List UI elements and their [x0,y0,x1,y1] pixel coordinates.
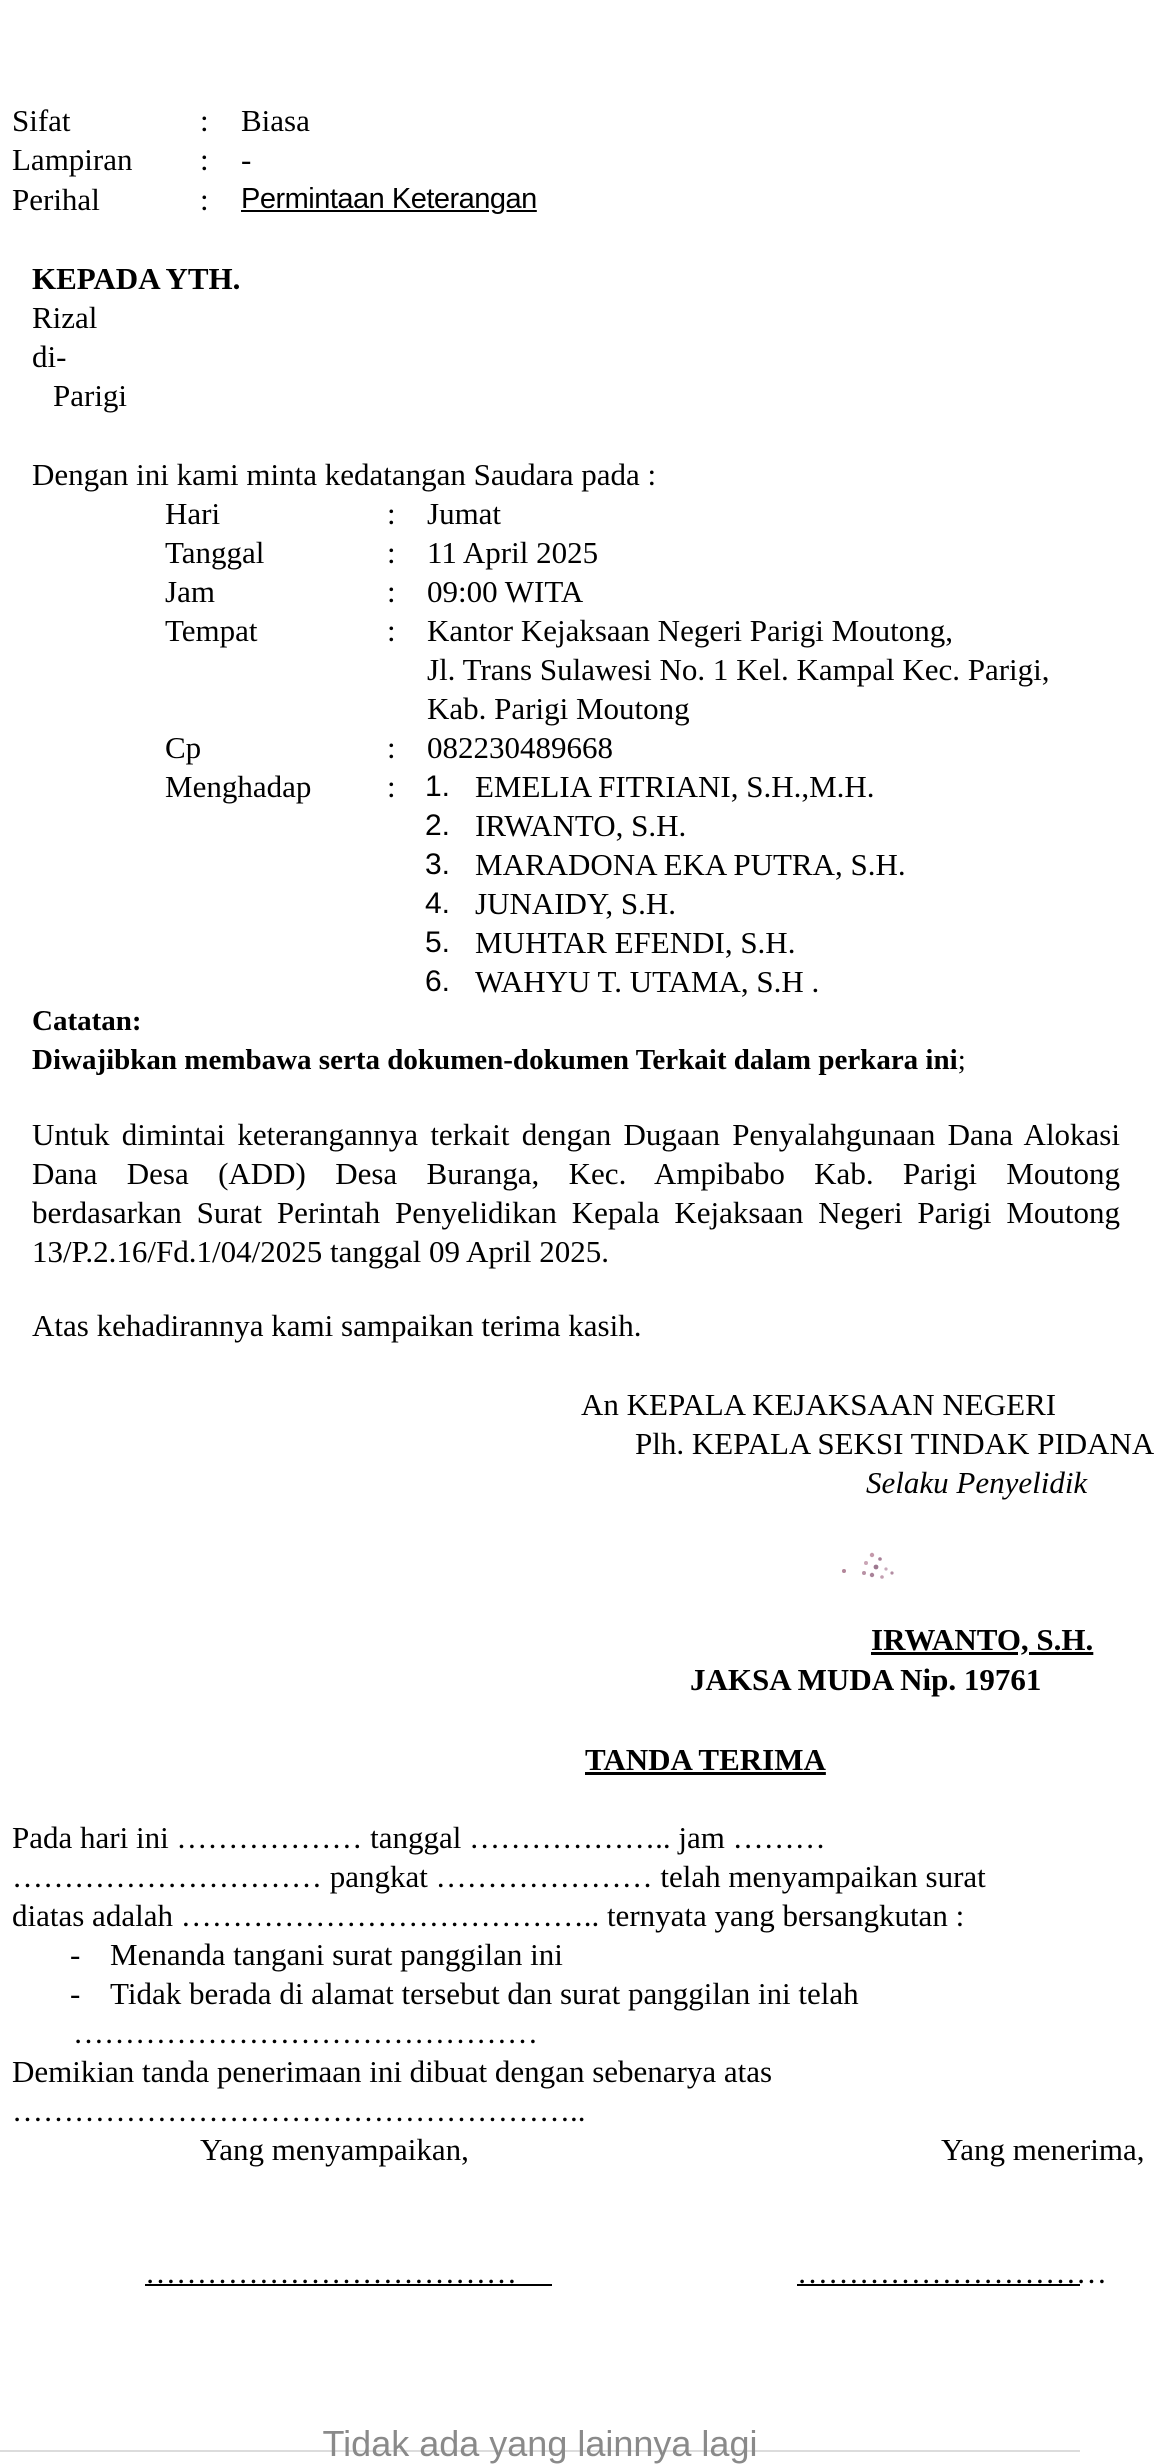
list-item-number: 1. [425,770,451,803]
tempat-line-3: Kab. Parigi Moutong [427,691,690,726]
sifat-value: Biasa [241,103,310,138]
stamp-mark-icon [836,1545,906,1585]
receipt-closing-cont: ……………………………………………….. [12,2093,586,2128]
receipt-line-3: diatas adalah ………………………………….. ternyata yang bersangkutan : [12,1898,965,1933]
recipient-di: di- [32,339,67,374]
recipient-title: KEPADA YTH. [32,261,241,296]
sifat-colon: : [200,103,209,138]
body-last-line: 13/P.2.16/Fd.1/04/2025 tanggal 09 April 2025. [32,1234,609,1269]
bullet-dash: - [70,1976,81,2011]
signatory-position: JAKSA MUDA Nip. 19761 [690,1662,1042,1697]
body-line-1: Untuk dimintai keterangannya terkait dengan Dugaan Penyalahgunaan Dana Alokasi [32,1117,1120,1152]
list-item-number: 6. [425,965,451,998]
bullet-dash: - [70,1937,81,1972]
menghadap-colon: : [387,769,396,804]
jam-label: Jam [165,574,215,609]
tempat-line-1: Kantor Kejaksaan Negeri Parigi Moutong, [427,613,954,648]
menghadap-label: Menghadap [165,769,312,804]
list-item: IRWANTO, S.H. [475,808,687,843]
jam-value: 09:00 WITA [427,574,584,609]
invitation-intro: Dengan ini kami minta kedatangan Saudara pada : [32,457,657,492]
receipt-bullet-2-cont: ……………………………………… [73,2015,538,2050]
tempat-line-2: Jl. Trans Sulawesi No. 1 Kel. Kampal Kec. Parigi, [427,652,1050,687]
note-text: Diwajibkan membawa serta dokumen-dokumen Terkait dalam perkara ini [32,1044,958,1076]
lampiran-colon: : [200,142,209,177]
signature-line-1: An KEPALA KEJAKSAAN NEGERI [581,1387,1057,1422]
list-item: EMELIA FITRIANI, S.H.,M.H. [475,769,875,804]
list-item: WAHYU T. UTAMA, S.H . [475,964,820,999]
perihal-colon: : [200,182,209,217]
list-item: MUHTAR EFENDI, S.H. [475,925,796,960]
right-signature-underline [797,2284,1080,2286]
note-end: ; [957,1044,966,1076]
recipient-place: Parigi [53,378,128,413]
perihal-label: Perihal [12,182,100,217]
list-item: MARADONA EKA PUTRA, S.H. [475,847,906,882]
hari-value: Jumat [427,496,502,531]
list-item-number: 4. [425,887,451,920]
list-item-number: 5. [425,926,451,959]
cp-label: Cp [165,730,202,765]
lampiran-value: - [241,142,252,177]
body-thanks: Atas kehadirannya kami sampaikan terima kasih. [32,1308,642,1343]
list-item-number: 3. [425,848,451,881]
note-title: Catatan: [32,1005,142,1037]
receipt-bullet-2: Tidak berada di alamat tersebut dan surat panggilan ini telah [110,1976,859,2011]
tempat-colon: : [387,613,396,648]
left-signature-underline [145,2284,552,2286]
receipt-closing: Demikian tanda penerimaan ini dibuat dengan sebenarya atas [12,2054,773,2089]
tanggal-value: 11 April 2025 [427,535,599,570]
cp-value: 082230489668 [427,730,613,765]
end-of-content-text: Tidak ada yang lainnya lagi [322,2423,758,2464]
receipt-bullet-1: Menanda tangani surat panggilan ini [110,1937,563,1972]
receipt-line-2: ………………………… pangkat ………………… telah menyampaikan surat [12,1859,986,1894]
receipt-title: TANDA TERIMA [585,1742,826,1777]
list-item-number: 2. [425,809,451,842]
sifat-label: Sifat [12,103,71,138]
tempat-label: Tempat [165,613,258,648]
lampiran-label: Lampiran [12,142,133,177]
receipt-left-label: Yang menyampaikan, [200,2132,469,2167]
cp-colon: : [387,730,396,765]
list-item: JUNAIDY, S.H. [475,886,676,921]
perihal-value: Permintaan Keterangan [241,183,537,215]
receipt-line-1: Pada hari ini ……………… tanggal ……………….. jam ……… [12,1820,826,1855]
hari-colon: : [387,496,396,531]
recipient-name: Rizal [32,300,98,335]
hari-label: Hari [165,496,221,531]
tanggal-colon: : [387,535,396,570]
left-signature-line: ……………………………… [145,2255,517,2290]
body-line-3: berdasarkan Surat Perintah Penyelidikan Kepala Kejaksaan Negeri Parigi Moutong [32,1195,1120,1230]
signature-line-2: Plh. KEPALA SEKSI TINDAK PIDANA [635,1426,1154,1461]
tanggal-label: Tanggal [165,535,265,570]
signature-line-3: Selaku Penyelidik [866,1465,1088,1500]
signatory-name: IRWANTO, S.H. [871,1622,1094,1657]
jam-colon: : [387,574,396,609]
receipt-right-label: Yang menerima, [941,2132,1145,2167]
right-signature-line: ………………………… [797,2255,1107,2290]
body-line-2: Dana Desa (ADD) Desa Buranga, Kec. Ampibabo Kab. Parigi Moutong [32,1156,1120,1191]
